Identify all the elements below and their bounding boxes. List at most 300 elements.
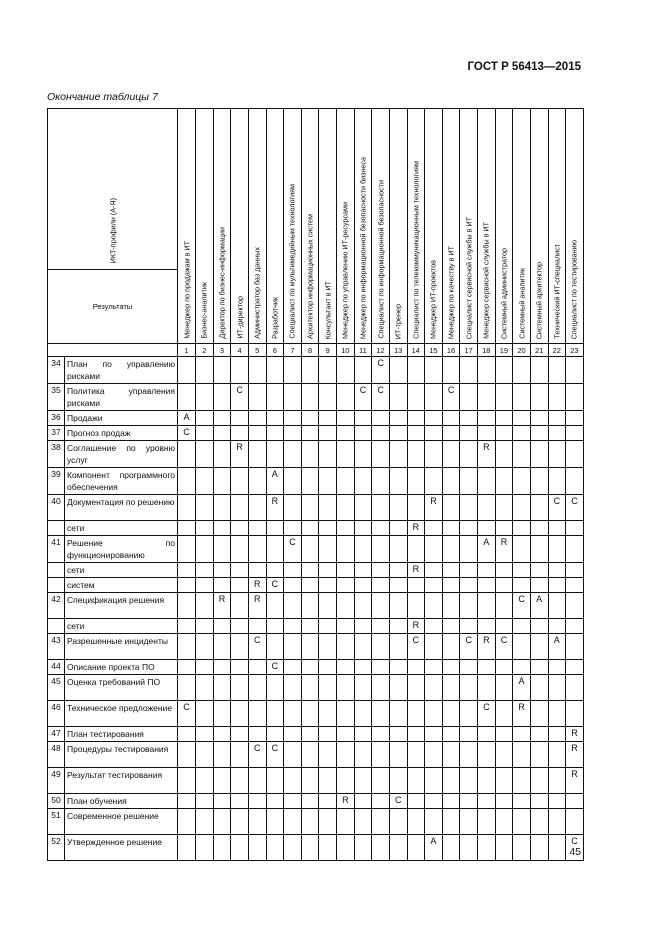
role-cell [213,768,231,794]
role-cell [337,495,355,521]
row-result: Утвержденное решение [65,835,178,861]
table-caption: Окончание таблицы 7 [47,91,158,103]
role-cell [460,660,478,675]
role-cell [231,495,249,521]
row-number: 49 [48,768,65,794]
role-cell [284,593,302,619]
role-cell [460,563,478,578]
role-cell: С [495,634,513,660]
role-cell [389,411,407,426]
role-cell [442,426,460,441]
role-cell [248,701,266,727]
role-cell [178,357,196,384]
role-cell [213,426,231,441]
role-cell [301,701,319,727]
role-cell [513,384,531,411]
role-cell [478,521,496,536]
table-row [48,809,584,835]
role-cell: А [478,536,496,563]
role-cell: А [513,675,531,701]
profile-column-header [319,109,337,344]
role-cell [337,521,355,536]
role-cell [478,426,496,441]
role-cell [372,742,390,768]
role-cell [372,563,390,578]
role-cell [319,593,337,619]
role-cell: С [266,660,284,675]
role-cell [372,411,390,426]
role-cell [178,441,196,468]
role-cell [372,536,390,563]
role-cell [407,727,425,742]
role-cell [319,426,337,441]
role-cell [425,634,443,660]
row-number: 52 [48,835,65,861]
role-cell [530,426,548,441]
role-cell [495,701,513,727]
role-cell [548,675,566,701]
row-result: План по управлению рисками [65,357,178,384]
role-cell [513,768,531,794]
role-cell [389,768,407,794]
role-cell [178,578,196,593]
role-cell [478,727,496,742]
role-cell [213,468,231,495]
role-cell [231,578,249,593]
role-cell [284,619,302,634]
row-number: 50 [48,794,65,809]
role-cell [319,794,337,809]
profile-name: ИТ-тренер [393,303,403,339]
role-cell [284,468,302,495]
role-cell [425,536,443,563]
role-cell [196,426,214,441]
role-cell [266,768,284,794]
profile-column-header [284,109,302,344]
role-cell [196,634,214,660]
role-cell [196,536,214,563]
role-cell [478,809,496,835]
role-cell [178,809,196,835]
role-cell [354,495,372,521]
table-row [48,727,584,742]
role-cell [196,357,214,384]
row-number: 42 [48,593,65,619]
role-cell: С [389,794,407,809]
role-cell [513,619,531,634]
row-result: Разрешенные инциденты [65,634,178,660]
column-number: 2 [196,344,214,357]
role-cell [337,426,355,441]
role-cell [231,809,249,835]
column-number: 23 [566,344,584,357]
profile-column-header [548,109,566,344]
role-cell [548,727,566,742]
column-number: 13 [389,344,407,357]
role-cell: R [478,634,496,660]
role-cell [319,675,337,701]
role-cell [530,794,548,809]
column-number: 20 [513,344,531,357]
role-cell [301,768,319,794]
role-cell [319,619,337,634]
role-cell [407,593,425,619]
role-cell [460,727,478,742]
role-cell [389,468,407,495]
row-result: сети [65,521,178,536]
profile-name: Бизнес-аналитик [199,282,209,339]
role-cell [442,675,460,701]
role-cell [566,675,584,701]
role-cell [231,521,249,536]
role-cell [548,411,566,426]
role-cell [266,727,284,742]
role-cell: С [442,384,460,411]
column-number: 12 [372,344,390,357]
role-cell [566,634,584,660]
role-cell [442,578,460,593]
role-cell [442,634,460,660]
row-result: Описание проекта ПО [65,660,178,675]
role-cell [548,426,566,441]
role-cell [513,660,531,675]
role-cell [407,742,425,768]
role-cell [196,578,214,593]
role-cell [460,742,478,768]
role-cell [284,578,302,593]
role-cell: С [248,634,266,660]
role-cell: С [566,495,584,521]
role-cell [372,593,390,619]
role-cell [530,634,548,660]
role-cell [354,742,372,768]
role-cell [407,701,425,727]
profile-column-header [266,109,284,344]
table-row [48,563,584,578]
role-cell [513,426,531,441]
role-cell [548,742,566,768]
role-cell [178,536,196,563]
role-cell: С [566,835,584,861]
role-cell [213,675,231,701]
column-number: 19 [495,344,513,357]
role-cell [530,384,548,411]
role-cell [248,794,266,809]
role-cell [495,742,513,768]
role-cell [284,426,302,441]
role-cell: А [530,593,548,619]
role-cell [425,357,443,384]
role-cell [178,794,196,809]
role-cell [442,441,460,468]
column-number: 16 [442,344,460,357]
role-cell [389,441,407,468]
role-cell [337,742,355,768]
role-cell [530,727,548,742]
role-cell [301,563,319,578]
role-cell [248,809,266,835]
role-cell [513,835,531,861]
role-cell [425,701,443,727]
role-cell [213,384,231,411]
row-number: 43 [48,634,65,660]
role-cell [266,563,284,578]
role-cell [495,357,513,384]
role-cell [266,593,284,619]
role-cell [354,727,372,742]
role-cell: R [566,727,584,742]
table-row [48,384,584,411]
row-number: 46 [48,701,65,727]
role-cell [460,495,478,521]
role-cell [389,578,407,593]
column-number: 18 [478,344,496,357]
role-cell [231,634,249,660]
role-cell [301,411,319,426]
role-cell [266,794,284,809]
role-cell [354,619,372,634]
role-cell [566,593,584,619]
role-cell [407,660,425,675]
row-result: Соглашение по уровню услуг [65,441,178,468]
role-cell [425,521,443,536]
role-cell: С [354,384,372,411]
table-row [48,495,584,521]
role-cell [566,578,584,593]
role-cell [319,468,337,495]
row-number [48,563,65,578]
role-cell [301,426,319,441]
role-cell [495,809,513,835]
role-cell [425,794,443,809]
table-row [48,468,584,495]
role-cell [425,742,443,768]
role-cell [196,809,214,835]
role-cell [196,593,214,619]
role-cell [301,794,319,809]
row-result: Современное решение [65,809,178,835]
role-cell [266,634,284,660]
column-number: 6 [266,344,284,357]
role-cell [213,809,231,835]
role-cell [337,357,355,384]
role-cell: С [178,701,196,727]
role-cell [425,578,443,593]
role-cell [495,563,513,578]
role-cell [372,660,390,675]
role-cell [231,468,249,495]
role-cell [425,441,443,468]
role-cell [354,835,372,861]
role-cell [442,809,460,835]
role-cell [478,357,496,384]
row-number: 41 [48,536,65,563]
role-cell [231,411,249,426]
role-cell [478,768,496,794]
role-cell [354,411,372,426]
role-cell [407,495,425,521]
row-result: План тестирования [65,727,178,742]
role-cell: С [372,384,390,411]
role-cell [196,468,214,495]
role-cell [178,634,196,660]
role-cell [178,593,196,619]
role-cell [196,768,214,794]
column-number: 14 [407,344,425,357]
role-cell [337,727,355,742]
role-cell [548,441,566,468]
role-cell [178,384,196,411]
role-cell [178,619,196,634]
role-cell [425,468,443,495]
profile-name: Администратор баз данных [252,247,262,339]
role-cell [231,742,249,768]
role-cell [513,634,531,660]
table-row [48,634,584,660]
role-cell [178,835,196,861]
profile-name: Менеджер по информационной безопасности бизнеса [358,156,368,339]
role-cell [513,357,531,384]
role-cell [354,634,372,660]
role-cell [566,521,584,536]
role-cell [495,441,513,468]
role-cell [319,660,337,675]
role-cell [407,468,425,495]
role-cell [337,634,355,660]
role-cell: А [266,468,284,495]
role-cell [248,441,266,468]
row-result: Решение по функционированию [65,536,178,563]
role-cell [301,578,319,593]
role-cell [354,578,372,593]
role-cell [425,411,443,426]
role-cell [196,495,214,521]
role-cell [548,701,566,727]
role-cell [178,675,196,701]
row-number: 44 [48,660,65,675]
role-cell [266,536,284,563]
role-cell [425,727,443,742]
role-cell [284,727,302,742]
role-cell [389,495,407,521]
role-cell: С [460,634,478,660]
role-cell [196,384,214,411]
role-cell [530,468,548,495]
column-number: 1 [178,344,196,357]
column-number: 7 [284,344,302,357]
role-cell: С [478,701,496,727]
profile-column-header [566,109,584,344]
role-cell [372,441,390,468]
column-number: 11 [354,344,372,357]
role-cell [495,521,513,536]
profile-name: Специалист по мультимедийным технологиям [287,184,297,339]
role-cell [407,835,425,861]
role-cell [213,742,231,768]
row-result: Продажи [65,411,178,426]
role-cell [495,768,513,794]
profile-name: Системный администратор [499,247,509,339]
profile-name: Менеджер по управлению ИТ-ресурсами [340,201,350,339]
role-cell [389,536,407,563]
role-cell [248,521,266,536]
role-cell [213,619,231,634]
role-cell [178,521,196,536]
role-cell [478,411,496,426]
role-cell [354,660,372,675]
role-cell [178,563,196,578]
row-number: 39 [48,468,65,495]
role-cell [196,675,214,701]
role-cell [231,701,249,727]
profile-column-header [442,109,460,344]
role-cell [337,593,355,619]
role-cell [372,634,390,660]
role-cell [478,619,496,634]
role-cell [337,384,355,411]
role-cell [530,495,548,521]
role-cell [178,727,196,742]
role-cell [196,660,214,675]
role-cell [266,835,284,861]
role-cell [178,768,196,794]
column-number: 3 [213,344,231,357]
role-cell [495,468,513,495]
role-cell [389,357,407,384]
role-cell [566,411,584,426]
role-cell [548,468,566,495]
role-cell [407,809,425,835]
role-cell [354,468,372,495]
role-cell [319,634,337,660]
column-number: 15 [425,344,443,357]
role-cell [372,675,390,701]
role-cell [372,521,390,536]
role-cell [196,441,214,468]
role-cell [566,357,584,384]
role-cell [213,727,231,742]
role-cell [460,426,478,441]
role-cell [513,495,531,521]
role-cell [284,660,302,675]
table-row [48,701,584,727]
role-cell [196,727,214,742]
role-cell [513,809,531,835]
role-cell [213,411,231,426]
role-cell [231,536,249,563]
role-cell [248,468,266,495]
role-cell [425,593,443,619]
role-cell [460,701,478,727]
role-cell [196,701,214,727]
role-cell [478,384,496,411]
role-cell: С [231,384,249,411]
role-cell [460,521,478,536]
row-number: 40 [48,495,65,521]
role-cell [442,563,460,578]
role-cell [389,634,407,660]
profile-name: Системный архитектор [534,261,544,339]
role-cell [266,521,284,536]
role-cell [495,835,513,861]
role-cell [530,742,548,768]
role-cell [442,768,460,794]
standard-number: ГОСТ Р 56413—2015 [467,61,581,73]
role-cell [248,619,266,634]
table-row [48,835,584,861]
role-cell [284,411,302,426]
role-cell [248,411,266,426]
